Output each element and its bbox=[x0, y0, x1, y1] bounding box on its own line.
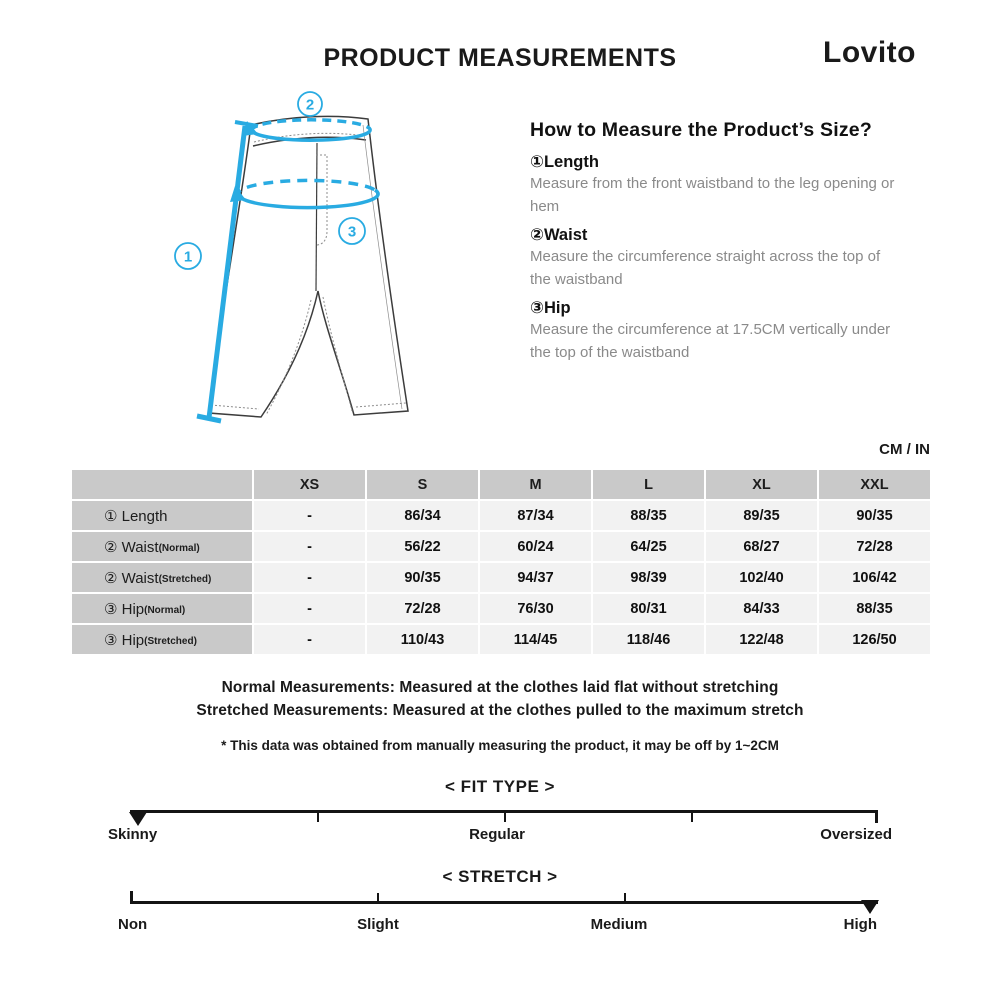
measurement-cell: 98/39 bbox=[593, 563, 704, 592]
fit-type-tick bbox=[691, 813, 693, 822]
measurement-cell: 72/28 bbox=[367, 594, 478, 623]
stretch-label-medium: Medium bbox=[590, 916, 648, 933]
size-col-header bbox=[72, 470, 252, 499]
waist-desc: Measure the circumference straight across the top of the waistband bbox=[530, 248, 881, 288]
measurement-cell: 68/27 bbox=[706, 532, 817, 561]
measurement-cell: 126/50 bbox=[819, 625, 930, 654]
stretch-scale bbox=[130, 901, 878, 904]
measurement-cell: 90/35 bbox=[819, 501, 930, 530]
unit-label: CM / IN bbox=[879, 441, 930, 458]
stretched-note: Stretched Measurements: Measured at the clothes pulled to the maximum stretch bbox=[196, 702, 804, 719]
measurement-cell: 94/37 bbox=[480, 563, 591, 592]
stretch-title: < STRETCH > bbox=[442, 867, 558, 886]
length-desc: Measure from the front waistband to the leg opening or hem bbox=[530, 175, 895, 215]
fit-type-tick bbox=[317, 813, 319, 822]
fit-type-label-oversized: Oversized bbox=[820, 826, 892, 843]
measurement-cell: - bbox=[254, 501, 365, 530]
fit-type-end-cap bbox=[875, 810, 878, 823]
how-to-heading: How to Measure the Product’s Size? bbox=[530, 119, 872, 141]
fit-type-tick bbox=[504, 813, 506, 822]
fit-type-scale bbox=[130, 810, 878, 813]
row-label-length: ① Length bbox=[72, 501, 252, 530]
row-label-waist-stretched: ② Waist (Stretched) bbox=[72, 563, 252, 592]
brand-logo: Lovito bbox=[823, 36, 916, 69]
stretch-marker-icon bbox=[861, 900, 879, 914]
row-label-waist-normal: ② Waist (Normal) bbox=[72, 532, 252, 561]
waist-label: ②Waist bbox=[530, 226, 588, 244]
measurement-cell: 56/22 bbox=[367, 532, 478, 561]
row-label-hip-stretched: ③ Hip (Stretched) bbox=[72, 625, 252, 654]
row-label-hip-normal: ③ Hip (Normal) bbox=[72, 594, 252, 623]
hip-label: ③Hip bbox=[530, 299, 571, 317]
measurement-cell: - bbox=[254, 625, 365, 654]
measurement-cell: 118/46 bbox=[593, 625, 704, 654]
stretch-tick bbox=[377, 893, 379, 901]
hip-desc: Measure the circumference at 17.5CM vertically under the top of the waistband bbox=[530, 321, 891, 361]
measurement-cell: 106/42 bbox=[819, 563, 930, 592]
measurement-cell: 122/48 bbox=[706, 625, 817, 654]
disclaimer-note: * This data was obtained from manually measuring the product, it may be off by 1~2CM bbox=[221, 738, 779, 753]
size-col-header-xs: XS bbox=[254, 470, 365, 499]
measurement-cell: 114/45 bbox=[480, 625, 591, 654]
measurement-cell: 80/31 bbox=[593, 594, 704, 623]
callout-1: 1 bbox=[183, 248, 193, 266]
pants-diagram bbox=[150, 85, 480, 445]
measurement-cell: 60/24 bbox=[480, 532, 591, 561]
size-col-header-l: L bbox=[593, 470, 704, 499]
stretch-label-slight: Slight bbox=[357, 916, 399, 933]
stretch-label-non: Non bbox=[118, 916, 148, 933]
fit-type-marker-icon bbox=[129, 812, 147, 826]
measurement-cell: - bbox=[254, 563, 365, 592]
callout-3: 3 bbox=[347, 223, 357, 241]
length-label: ①Length bbox=[530, 153, 599, 171]
page-title: PRODUCT MEASUREMENTS bbox=[323, 44, 677, 72]
stretch-tick bbox=[624, 893, 626, 901]
measurement-cell: 102/40 bbox=[706, 563, 817, 592]
fit-type-label-skinny: Skinny bbox=[108, 826, 158, 843]
measurement-cell: 88/35 bbox=[593, 501, 704, 530]
measurement-cell: 76/30 bbox=[480, 594, 591, 623]
normal-note: Normal Measurements: Measured at the clothes laid flat without stretching bbox=[221, 679, 779, 696]
measurement-cell: 87/34 bbox=[480, 501, 591, 530]
size-col-header-m: M bbox=[480, 470, 591, 499]
measurement-cell: 72/28 bbox=[819, 532, 930, 561]
stretch-label-high: High bbox=[843, 916, 877, 933]
fit-type-label-regular: Regular bbox=[469, 826, 525, 843]
measurement-cell: 89/35 bbox=[706, 501, 817, 530]
measurement-cell: 84/33 bbox=[706, 594, 817, 623]
size-table bbox=[72, 470, 930, 654]
measurement-notes bbox=[0, 676, 1000, 722]
fit-type-title: < FIT TYPE > bbox=[445, 777, 555, 796]
size-col-header-xl: XL bbox=[706, 470, 817, 499]
measurement-cell: 64/25 bbox=[593, 532, 704, 561]
size-col-header-xxl: XXL bbox=[819, 470, 930, 499]
measurement-cell: - bbox=[254, 594, 365, 623]
measurement-cell: 86/34 bbox=[367, 501, 478, 530]
measurement-cell: 90/35 bbox=[367, 563, 478, 592]
measurement-cell: - bbox=[254, 532, 365, 561]
stretch-end-cap bbox=[130, 891, 133, 904]
how-to-measure-section bbox=[530, 119, 930, 364]
measurement-cell: 110/43 bbox=[367, 625, 478, 654]
callout-2: 2 bbox=[305, 96, 315, 114]
measurement-cell: 88/35 bbox=[819, 594, 930, 623]
size-col-header-s: S bbox=[367, 470, 478, 499]
